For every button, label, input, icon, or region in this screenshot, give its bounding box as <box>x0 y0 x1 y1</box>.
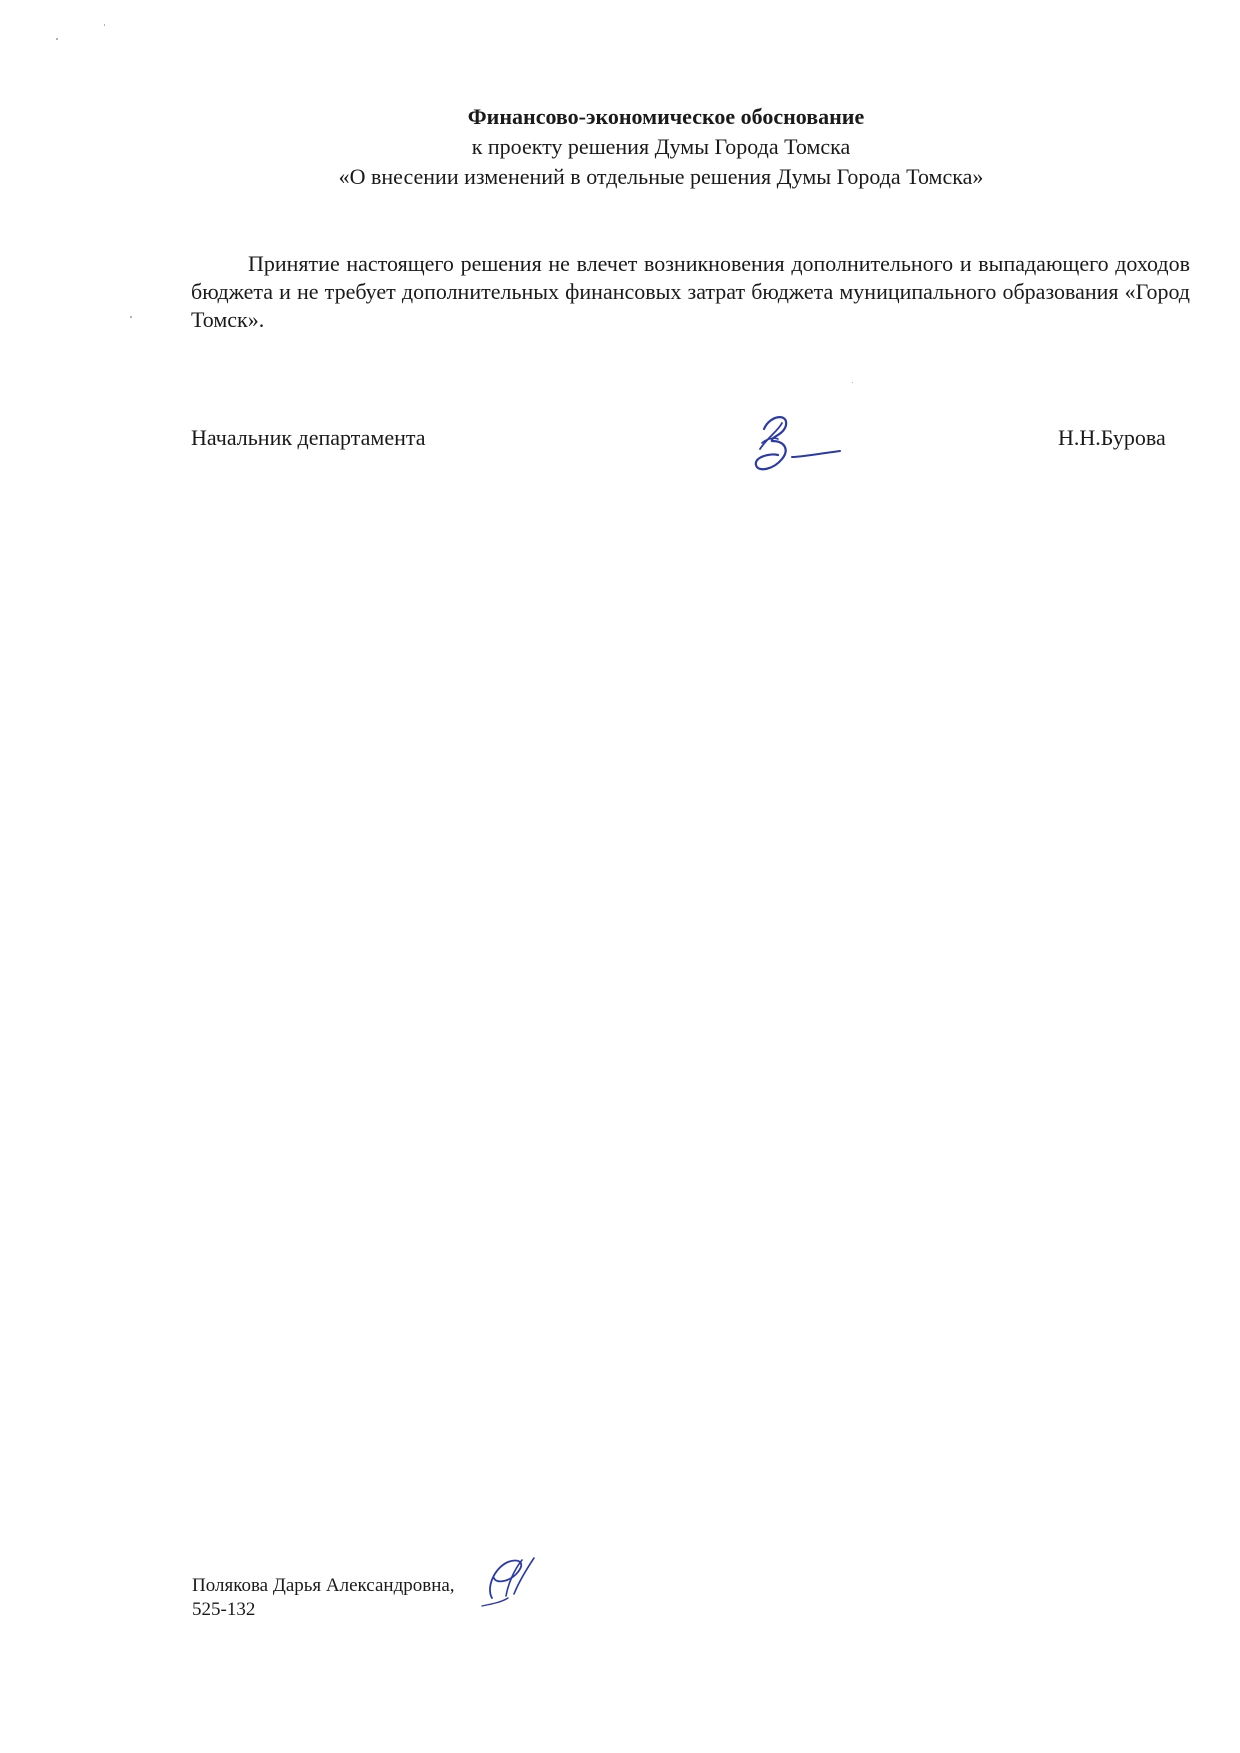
document-subject: «О внесении изменений в отдельные решения Думы Города Томска» <box>338 164 984 189</box>
executor-block <box>192 1574 455 1622</box>
document-subtitle: к проекту решения Думы Города Томска <box>471 134 851 159</box>
handwritten-signature-icon <box>748 407 848 487</box>
executor-initials-icon <box>478 1548 548 1612</box>
executor-name: Полякова Дарья Александровна, <box>192 1575 455 1596</box>
signatory-name: Н.Н.Бурова <box>1058 425 1166 450</box>
scan-speck <box>852 382 853 383</box>
scan-speck <box>130 316 132 318</box>
signatory-position: Начальник департамента <box>191 425 426 450</box>
scan-speck <box>104 24 105 26</box>
document-heading <box>230 102 1080 192</box>
document-title: Финансово-экономическое обоснование <box>467 104 865 129</box>
executor-phone: 525-132 <box>192 1599 256 1620</box>
body-paragraph: Принятие настоящего решения не влечет возникновения дополнительного и выпадающего доходов бюджета и не требует дополнительных финансовых затрат бюджета муниципального образования «Город Томск». <box>191 251 1190 332</box>
scan-speck <box>56 38 58 40</box>
